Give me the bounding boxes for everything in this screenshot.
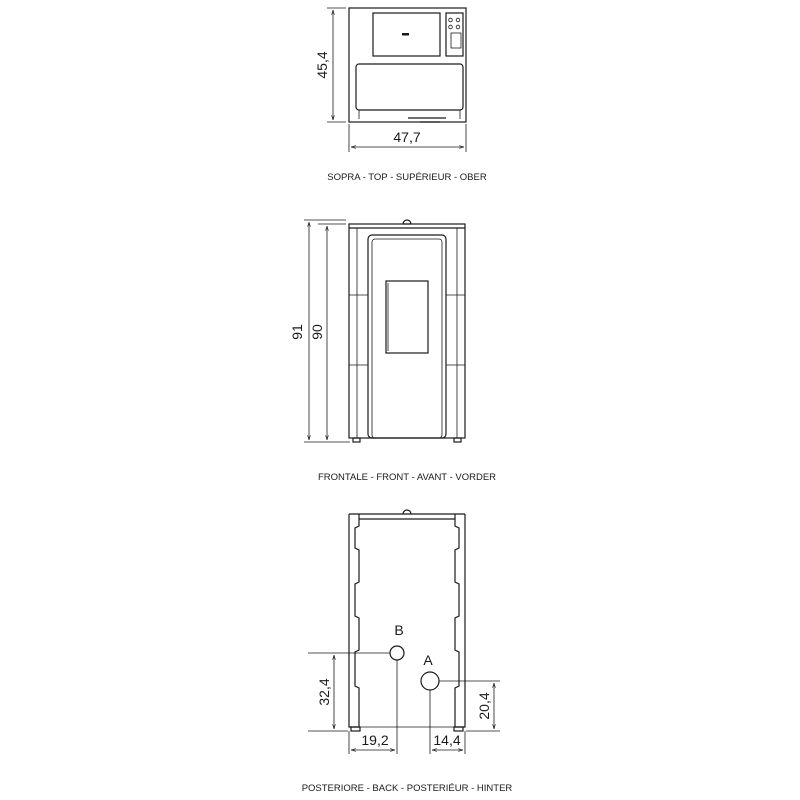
back-view — [302, 510, 513, 794]
control-knob-3 — [449, 25, 453, 29]
control-knob-2 — [456, 18, 460, 22]
front-foot-left — [353, 438, 360, 442]
back-right-side-profile — [455, 514, 465, 727]
top-outline — [349, 8, 466, 122]
outlet-a — [421, 672, 439, 690]
front-door-inner — [372, 239, 442, 438]
outlet-b-label: B — [394, 622, 404, 638]
outlet-a-label: A — [423, 652, 433, 668]
top-grille — [356, 64, 463, 110]
front-view — [289, 220, 496, 483]
top-width-value: 47,7 — [393, 129, 421, 145]
front-outline — [349, 224, 465, 438]
control-display — [451, 33, 461, 48]
control-knob-1 — [449, 18, 453, 22]
front-total-height-value: 91 — [289, 324, 305, 340]
back-foot-left — [351, 727, 360, 731]
back-view-caption: POSTERIORE - BACK - POSTERIÉUR - HINTER — [301, 783, 513, 794]
front-door — [368, 235, 446, 438]
control-knob-4 — [456, 25, 460, 29]
top-logo-mark — [402, 33, 409, 36]
outlet-a-offset-value: 14,4 — [433, 732, 461, 748]
front-view-caption: FRONTALE - FRONT - AVANT - VORDER — [317, 472, 497, 483]
outlet-b-offset-value: 19,2 — [361, 732, 389, 748]
back-foot-right — [454, 727, 463, 731]
outlet-a-height-value: 20,4 — [476, 692, 492, 720]
top-view-caption: SOPRA - TOP - SUPÉRIEUR - OBER — [327, 172, 487, 183]
back-left-side-profile — [349, 514, 359, 727]
front-foot-right — [454, 438, 461, 442]
outlet-b-height-value: 32,4 — [316, 678, 332, 706]
front-glass-window — [386, 281, 428, 353]
front-body-height-value: 90 — [309, 324, 325, 340]
top-depth-value: 45,4 — [314, 51, 330, 79]
outlet-b — [390, 646, 404, 660]
top-view — [314, 8, 487, 183]
